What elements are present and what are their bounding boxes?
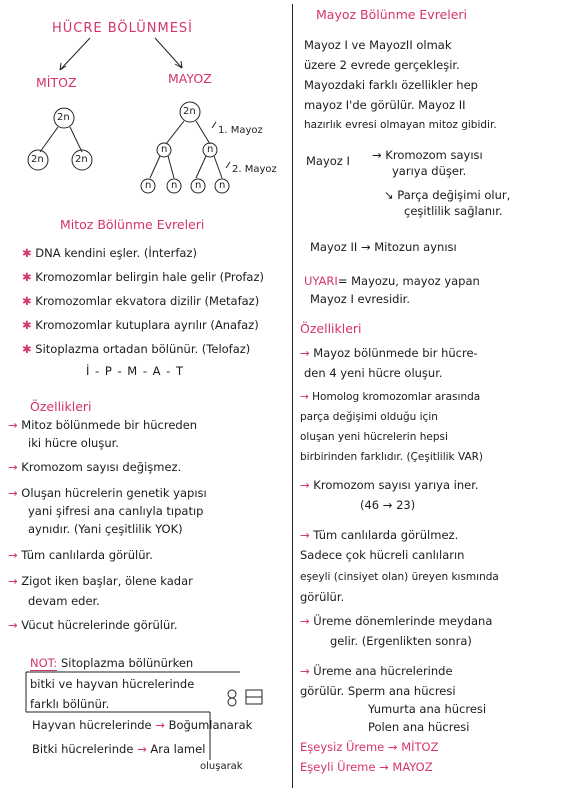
intro-line: mayoz I'de görülür. Mayoz II [304, 98, 466, 112]
uyari-row: UYARI= Mayozu, mayoz yapan [304, 274, 480, 288]
list-item: → Zigot iken başlar, ölene kadar [8, 574, 193, 588]
intro-line: hazırlık evresi olmayan mitoz gibidir. [304, 119, 497, 131]
mayoz1-a-cont: yarıya düşer. [392, 164, 467, 178]
mayoz1-a: → Kromozom sayısı [372, 148, 483, 162]
mayoz-step-2: 2. Mayoz [232, 164, 277, 175]
list-item-cont: aynıdır. (Yani çeşitlilik YOK) [28, 522, 183, 536]
list-item: → Kromozom sayısı değişmez. [8, 460, 182, 474]
note-line-3: farklı bölünür. [30, 697, 110, 711]
mayoz1-b-cont: çeşitlilik sağlanır. [404, 204, 503, 218]
list-item: → Tüm canlılarda görülür. [8, 548, 153, 562]
list-item-cont: oluşan yeni hücrelerin hepsi [300, 431, 448, 443]
intro-line: Mayozdaki farklı özellikler hep [304, 78, 478, 92]
list-item-cont: Polen ana hücresi [368, 720, 470, 734]
list-item: → Mitoz bölünmede bir hücreden [8, 418, 198, 432]
cell-mayoz-bot-b: n [171, 180, 178, 191]
list-item: → Vücut hücrelerinde görülür. [8, 618, 178, 632]
list-item-cont: (46 → 23) [360, 498, 416, 512]
list-item: → Homolog kromozomlar arasında [300, 391, 481, 403]
note-line-1: NOT: Sitoplazma bölünürken [30, 656, 194, 670]
cell-mitoz-parent: 2n [57, 112, 70, 123]
eseyli-row: Eşeyli Üreme → MAYOZ [300, 760, 433, 774]
mitoz-label: MİTOZ [36, 75, 77, 90]
eseysiz-row: Eşeysiz Üreme → MİTOZ [300, 740, 439, 754]
list-item: → Üreme dönemlerinde meydana [300, 614, 493, 628]
cell-mayoz-mid-a: n [161, 144, 168, 155]
mitoz-phases-title: Mitoz Bölünme Evreleri [60, 217, 205, 232]
note-bitki: Bitki hücrelerinde → Ara lamel [32, 742, 206, 756]
intro-line: üzere 2 evrede gerçekleşir. [304, 58, 460, 72]
list-item: → Üreme ana hücrelerinde [300, 664, 453, 678]
list-item-cont: eşeyli (cinsiyet olan) üreyen kısmında [300, 571, 499, 583]
page-title: HÜCRE BÖLÜNMESİ [52, 21, 194, 36]
list-item-cont: görülür. [300, 590, 345, 604]
cell-mayoz-bot-c: n [195, 180, 202, 191]
mayoz-step-1: 1. Mayoz [218, 125, 263, 136]
list-item: → Oluşan hücrelerin genetik yapısı [8, 486, 207, 500]
cell-mitoz-child-a: 2n [31, 154, 44, 165]
list-item-cont: görülür. Sperm ana hücresi [300, 684, 456, 698]
cell-mitoz-child-b: 2n [75, 154, 88, 165]
uyari-cont: Mayoz I evresidir. [310, 292, 410, 306]
list-item: ✱ Kromozomlar ekvatora dizilir (Metafaz) [22, 294, 260, 308]
list-item-cont: yani şifresi ana canlıyla tıpatıp [28, 504, 204, 518]
list-item-cont: den 4 yeni hücre oluşur. [304, 366, 443, 380]
intro-line: Mayoz I ve MayozII olmak [304, 38, 452, 52]
list-item-cont: Yumurta ana hücresi [368, 702, 487, 716]
cell-mayoz-bot-a: n [145, 180, 152, 191]
note-bitki-cont: oluşarak [200, 761, 243, 772]
mayoz2-row: Mayoz II → Mitozun aynısı [310, 240, 457, 254]
mayoz-label: MAYOZ [168, 71, 212, 86]
cell-mayoz-parent: 2n [183, 106, 196, 117]
list-item-cont: gelir. (Ergenlikten sonra) [330, 634, 472, 648]
cell-mayoz-bot-d: n [219, 180, 226, 191]
list-item-cont: iki hücre oluşur. [28, 436, 119, 450]
mayoz-features-title: Özellikleri [300, 321, 362, 336]
list-item: ✱ Kromozomlar kutuplara ayrılır (Anafaz) [22, 318, 259, 332]
phase-sequence: İ - P - M - A - T [86, 364, 184, 378]
list-item: → Kromozom sayısı yarıya iner. [300, 478, 479, 492]
mayoz1-label: Mayoz I [306, 154, 350, 168]
mitoz-features-title: Özellikleri [30, 399, 92, 414]
list-item-cont: parça değişimi olduğu için [300, 411, 438, 423]
column-divider [292, 4, 293, 788]
mayoz-phases-title: Mayoz Bölünme Evreleri [316, 7, 468, 22]
list-item: ✱ DNA kendini eşler. (İnterfaz) [22, 246, 197, 260]
list-item-cont: birbirinden farklıdır. (Çeşitlilik VAR) [300, 451, 484, 463]
note-hayvan: Hayvan hücrelerinde → Boğumlanarak [32, 718, 253, 732]
list-item: → Tüm canlılarda görülmez. [300, 528, 459, 542]
list-item: ✱ Sitoplazma ortadan bölünür. (Telofaz) [22, 342, 251, 356]
list-item: ✱ Kromozomlar belirgin hale gelir (Profaz) [22, 270, 264, 284]
list-item: → Mayoz bölünmede bir hücre- [300, 346, 478, 360]
list-item-cont: devam eder. [28, 594, 100, 608]
list-item-cont: Sadece çok hücreli canlıların [300, 548, 465, 562]
cell-mayoz-mid-b: n [207, 144, 214, 155]
mayoz1-b: ↘ Parça değişimi olur, [384, 188, 511, 202]
note-line-2: bitki ve hayvan hücrelerinde [30, 677, 195, 691]
